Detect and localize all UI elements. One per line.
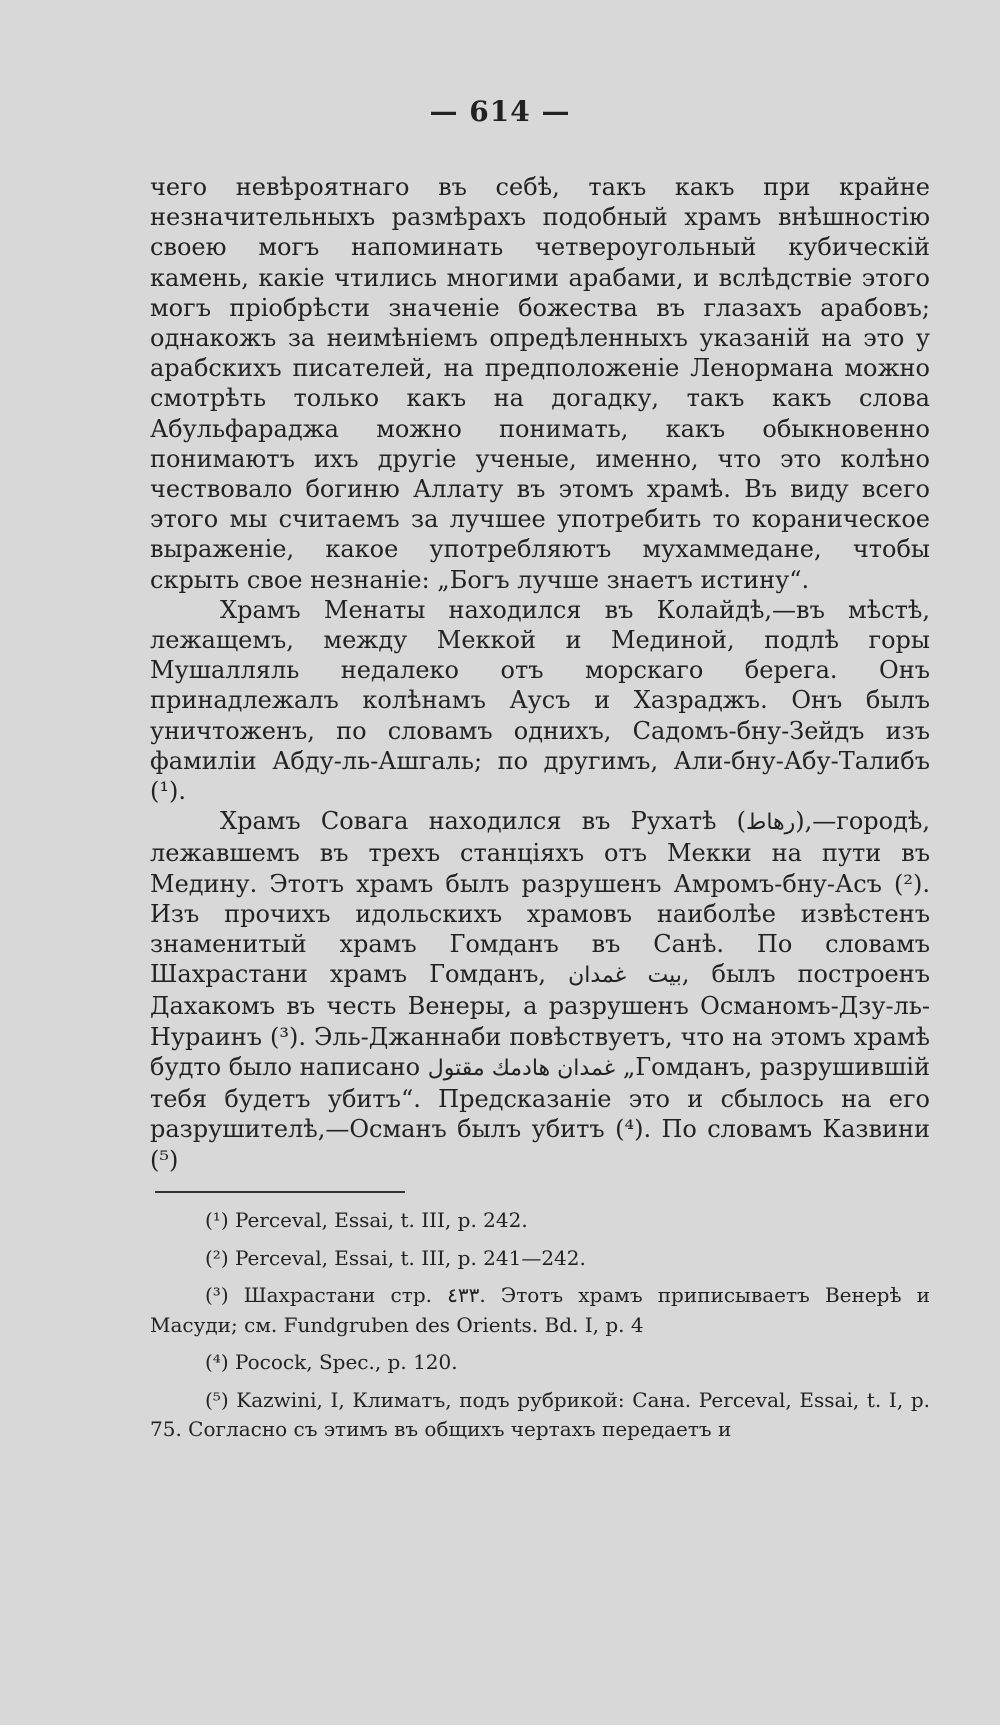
arabic-phrase: غمدان هادمك مقتول bbox=[427, 1055, 616, 1081]
paragraph-text: Храмъ Совага находился въ Рухатѣ ( bbox=[220, 807, 746, 836]
paragraph: чего невѣроятнаго въ себѣ, такъ какъ при крайне незначительныхъ размѣрахъ подобный храмъ внѣшностію своею могъ напоминать четвероугольный кубическій камень, какіе чтились многими арабами, и вслѣдствіе этого могъ пріобрѣсти значеніе божества въ глазахъ арабовъ; однакожъ за неимѣніемъ опредѣленныхъ указаній на это у арабскихъ писателей, на предположеніе Ленормана можно смотрѣть только какъ на догадку, такъ какъ слова Абульфараджа можно понимать, какъ обыкновенно понимаютъ ихъ другіе ученые, именно, что это колѣно чествовало богиню Аллату въ этомъ храмѣ. Въ виду всего этого мы считаемъ за лучшее употребить то кораническое выраженіе, какое употребляютъ мухаммедане, чтобы скрыть свое незнаніе: „Богъ лучше знаетъ истину“. bbox=[150, 173, 930, 594]
paragraph-text: , былъ построенъ Дахакомъ въ честь Венеры, а разрушенъ Османомъ-Дзу-ль-Нураинъ (³). Эль-Джаннаби повѣствуетъ, что на этомъ храмѣ будто было написано bbox=[150, 960, 931, 1081]
paragraph-text: „Гомданъ, разрушившій тебя будетъ убитъ“. Предсказаніе это и сбылось на его разрушителѣ,—Османъ былъ убитъ (⁴). По словамъ Казвини (⁵) bbox=[150, 1052, 930, 1174]
main-text bbox=[150, 172, 930, 1175]
paragraph bbox=[150, 806, 930, 1174]
footnotes bbox=[150, 1206, 930, 1445]
paragraph-text: ),—городѣ, лежавшемъ въ трехъ станціяхъ отъ Мекки на пути въ Медину. Этотъ храмъ былъ разрушенъ Амромъ-бну-Асъ (²). Изъ прочихъ идольскихъ храмовъ наиболѣе извѣстенъ знаменитый храмъ Гомданъ въ Санѣ. По словамъ Шахрастани храмъ Гомданъ, bbox=[150, 807, 930, 989]
footnote: (⁵) Kazwini, I, Климатъ, подъ рубрикой: Сана. Perceval, Essai, t. I, p. 75. Согласно съ этимъ въ общихъ чертахъ передаетъ и bbox=[150, 1387, 930, 1441]
arabic-word: رهاط bbox=[746, 810, 796, 836]
page-number: — 614 — bbox=[429, 95, 571, 128]
footnote: (²) Perceval, Essai, t. III, p. 241—242. bbox=[205, 1245, 586, 1270]
footnote: (³) Шахрастани стр. ٤٣٣. Этотъ храмъ приписываетъ Венерѣ и Масуди; см. Fundgruben des Orients. Bd. I, p. 4 bbox=[150, 1283, 930, 1337]
paragraph: Храмъ Менаты находился въ Колайдѣ,—въ мѣстѣ, лежащемъ, между Меккой и Мединой, подлѣ горы Мушалляль недалеко отъ морскаго берега. Онъ принадлежалъ колѣнамъ Аусъ и Хазраджъ. Онъ былъ уничтоженъ, по словамъ однихъ, Садомъ-бну-Зейдъ изъ фамиліи Абду-ль-Ашгаль; по другимъ, Али-бну-Абу-Талибъ (¹). bbox=[150, 595, 930, 806]
arabic-word: بيت غمدان bbox=[568, 963, 682, 989]
footnote: (⁴) Pocock, Spec., p. 120. bbox=[205, 1350, 458, 1374]
footnote: (¹) Perceval, Essai, t. III, p. 242. bbox=[205, 1208, 528, 1232]
footnote-divider bbox=[155, 1191, 405, 1193]
